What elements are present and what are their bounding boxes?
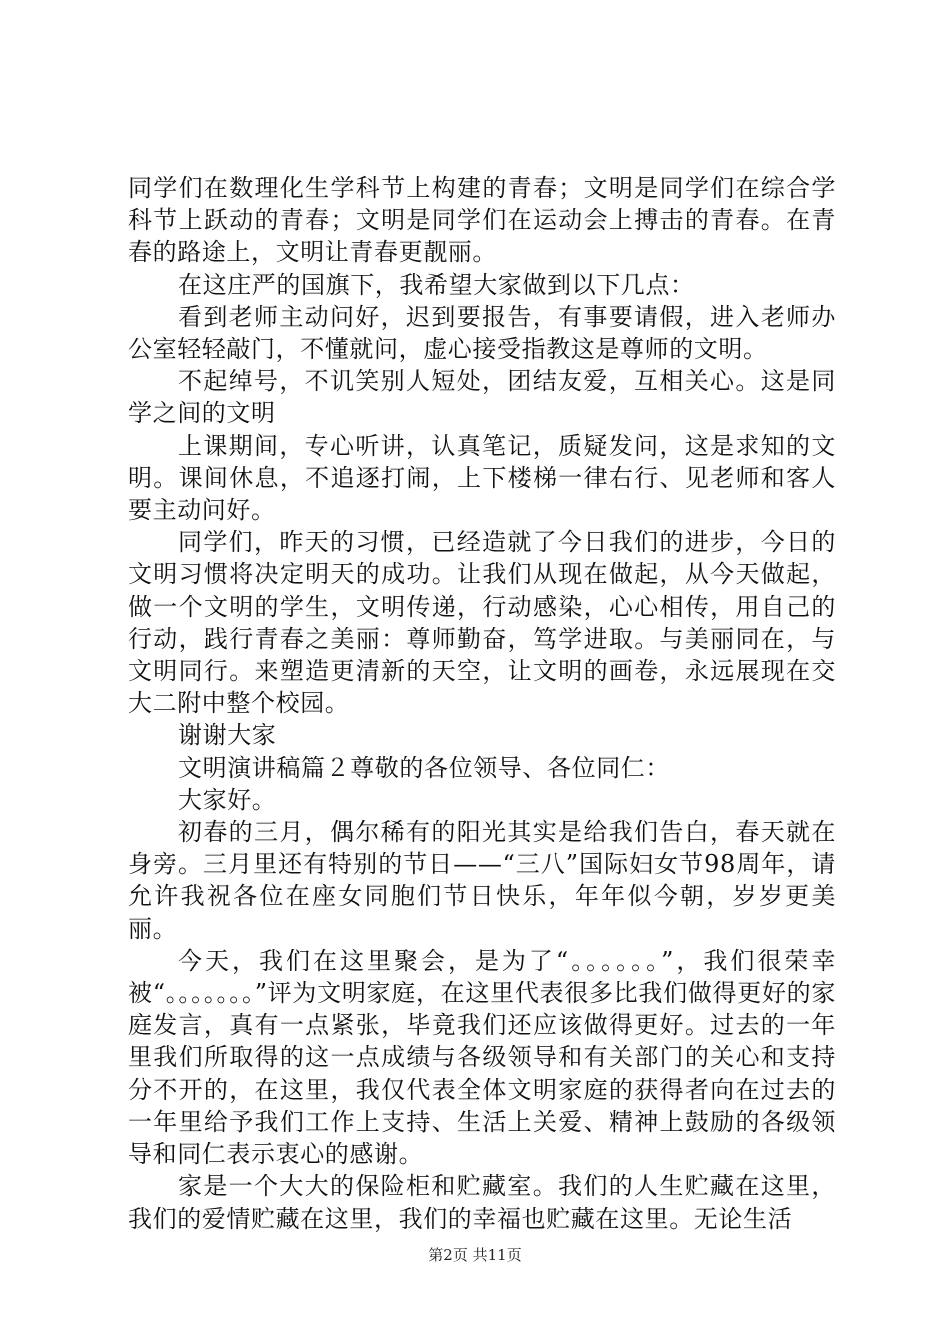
paragraph: 上课期间，专心听讲，认真笔记，质疑发问，这是求知的文明。课间休息，不追逐打闹，上下楼梯一律右行、见老师和客人要主动问好。 (128, 431, 836, 525)
paragraph-continued: 同学们在数理化生学科节上构建的青春；文明是同学们在综合学科节上跃动的青春；文明是同学们在运动会上搏击的青春。在青春的路途上，文明让青春更靓丽。 (128, 174, 836, 267)
paragraph: 初春的三月，偶尔稀有的阳光其实是给我们告白，春天就在身旁。三月里还有特别的节日——“三八”国际妇女节98周年，请允许我祝各位在座女同胞们节日快乐，年年似今朝，岁岁更美丽。 (128, 818, 836, 943)
paragraph: 今天，我们在这里聚会，是为了“。。。。。。”，我们很荣幸被“。。。。。。。”评为文明家庭，在这里代表很多比我们做得更好的家庭发言，真有一点紧张，毕竟我们还应该做得更好。过去的一年里我们所取得的这一点成绩与各级领导和有关部门的关心和支持分不开的，在这里，我仅代表全体文明家庭的获得者向在过去的一年里给予我们工作上支持、生活上关爱、精神上鼓励的各级领导和同仁表示衷心的感谢。 (128, 946, 836, 1169)
paragraph: 谢谢大家 (178, 721, 277, 750)
paragraph: 不起绰号，不讥笑别人短处，团结友爱，互相关心。这是同学之间的文明 (128, 367, 836, 428)
paragraph: 家是一个大大的保险柜和贮藏室。我们的人生贮藏在这里，我们的爱情贮藏在这里，我们的幸福也贮藏在这里。无论生活 (128, 1172, 836, 1233)
paragraph: 看到老师主动问好，迟到要报告，有事要请假，进入老师办公室轻轻敲门，不懂就问，虚心接受指教这是尊师的文明。 (128, 302, 836, 364)
paragraph: 在这庄严的国旗下，我希望大家做到以下几点： (178, 270, 695, 299)
paragraph: 大家好。 (178, 785, 277, 814)
paragraph: 同学们，昨天的习惯，已经造就了今日我们的进步，今日的文明习惯将决定明天的成功。让我们从现在做起，从今天做起，做一个文明的学生，文明传递，行动感染，心心相传，用自己的行动，践行青春之美丽：尊师勤奋，笃学进取。与美丽同在，与文明同行。来塑造更清新的天空，让文明的画卷，永远展现在交大二附中整个校园。 (128, 528, 836, 718)
section-heading: 文明演讲稿篇２尊敬的各位领导、各位同仁： (178, 753, 670, 782)
document-body (128, 172, 836, 1235)
page-number-footer: 第2页 共11页 (428, 1246, 522, 1264)
